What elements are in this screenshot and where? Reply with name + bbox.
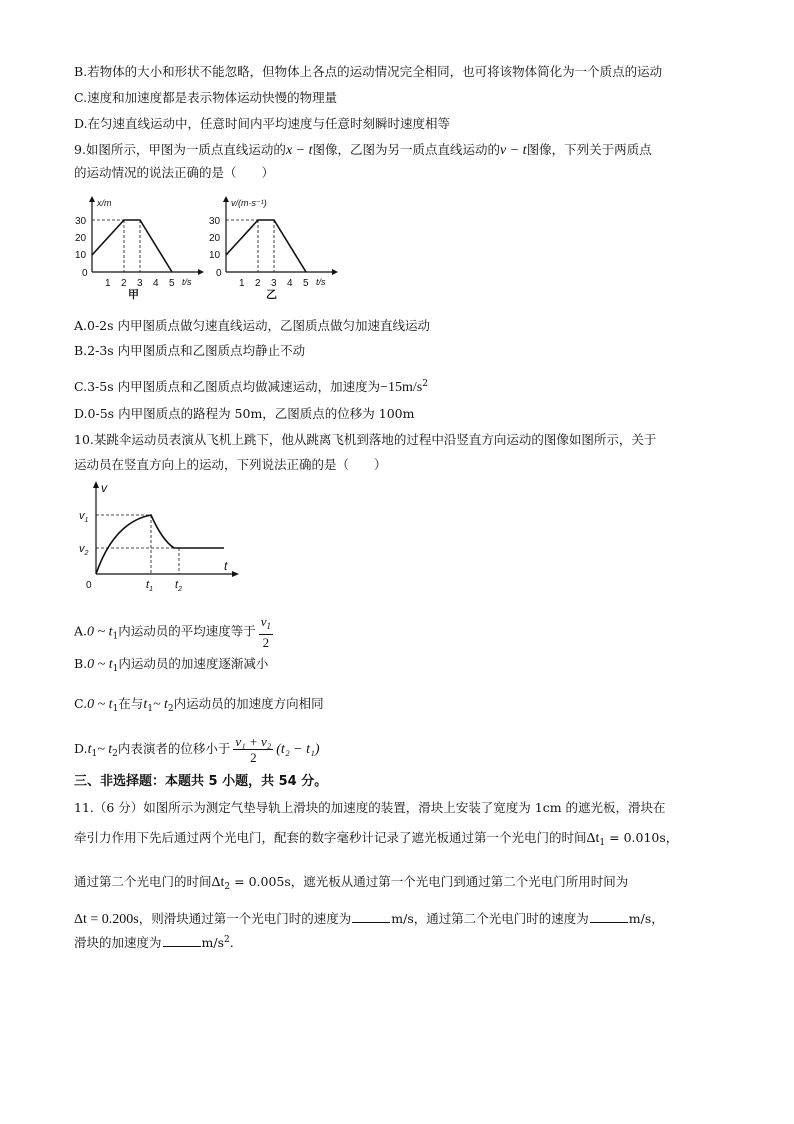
q10-v2-label: $v_2$ <box>79 543 89 557</box>
q10-graph-curve <box>96 515 224 574</box>
jia-xtick-2: 2 <box>121 278 127 289</box>
jia-ytick-0: 0 <box>82 268 88 279</box>
yi-ytick-0: 0 <box>216 268 222 279</box>
yi-ytick-30: 30 <box>209 216 221 227</box>
jia-xtick-4: 4 <box>153 278 159 289</box>
q10-origin: 0 <box>86 580 92 591</box>
yi-caption: 乙 <box>266 289 277 301</box>
jia-caption: 甲 <box>128 289 139 301</box>
q10-option-d-fraction: $\frac{\text{v₁ + v₂}}{2}$ <box>235 734 272 765</box>
q9-option-c: C.3-5s 内甲图质点和乙图质点均做减速运动，加速度为$-15m/s^2$ <box>74 379 428 395</box>
yi-xtick-1: 1 <box>239 278 245 289</box>
q9-figure-jia <box>70 192 210 302</box>
q11-answer-blank-2[interactable] <box>590 910 628 923</box>
q9-stem-line1: 9.如图所示，甲图为一质点直线运动的x − t图像，乙图为另一质点直线运动的v − t图像，下列关于两质点 <box>74 142 652 158</box>
q9-option-d: D.0-5s 内甲图质点的路程为 50m，乙图质点的位移为 100m <box>74 406 415 421</box>
q11-answer-blank-1[interactable] <box>352 910 390 923</box>
jia-xtick-5: 5 <box>169 278 175 289</box>
jia-ytick-30: 30 <box>75 216 87 227</box>
q10-option-a: A.0 ~ $t_1$内运动员的平均速度等于 $\frac{v_1}{2}$ <box>74 614 272 650</box>
section-3-title: 三、非选择题：本题共 5 小题，共 54 分。 <box>74 774 328 789</box>
q11-line4: Δt = 0.200s，则滑块通过第一个光电门时的速度为 m/s，通过第二个光电门时的速度为 m/s， <box>74 911 664 927</box>
yi-xtick-4: 4 <box>287 278 293 289</box>
q9-stem-line2: 的运动情况的说法正确的是（ ） <box>74 165 275 180</box>
jia-xlabel: t/s <box>182 277 192 287</box>
q8-option-d: D.在匀速直线运动中，任意时间内平均速度与任意时刻瞬时速度相等 <box>74 116 451 131</box>
q10-t1-label: $t_1$ <box>146 579 153 593</box>
yi-ylabel: v/(m·s⁻¹) <box>231 198 267 208</box>
q9-option-a: A.0-2s 内甲图质点做匀速直线运动，乙图质点做匀加速直线运动 <box>74 318 431 333</box>
jia-ylabel: x/m <box>97 198 112 208</box>
q10-option-b: B.0 ~ $t_1$内运动员的加速度逐渐减小 <box>74 656 269 674</box>
jia-ytick-10: 10 <box>75 250 87 261</box>
jia-graph-line <box>92 220 172 272</box>
q10-t2-label: $t_2$ <box>175 579 182 593</box>
yi-ytick-10: 10 <box>209 250 221 261</box>
q11-line2: 牵引力作用下先后通过两个光电门，配套的数字毫秒计记录了遮光板通过第一个光电门的时间$\Delta t_1 = 0.010s$， <box>74 830 679 848</box>
q9-figure-yi <box>204 192 344 302</box>
q11-line3: 通过第二个光电门的时间$\Delta t_2 = 0.005s$，遮光板从通过第一个光电门到通过第二个光电门所用时间为 <box>74 874 629 892</box>
q10-option-c: C.0 ~ $t_1$在与$t_1\sim$ $t_2$内运动员的加速度方向相同 <box>74 696 324 714</box>
q10-v1-label: $v_1$ <box>79 510 89 524</box>
q8-option-b: B.若物体的大小和形状不能忽略，但物体上各点的运动情况完全相同，也可将该物体简化为一个质点的运动 <box>74 64 663 79</box>
yi-xtick-3: 3 <box>271 278 277 289</box>
jia-xtick-1: 1 <box>105 278 111 289</box>
q10-xlabel: t <box>224 559 228 573</box>
q10-figure <box>74 478 244 600</box>
jia-xtick-3: 3 <box>137 278 143 289</box>
q11-answer-blank-3[interactable] <box>163 934 201 947</box>
yi-ytick-20: 20 <box>209 233 221 244</box>
yi-graph-line <box>226 220 306 272</box>
q10-option-d: $D.t_1\sim$ $t_2$内表演者的位移小于 $\frac{\text{v₁ + v₂}}{2}$ (t₂ − t₁) <box>74 734 320 765</box>
jia-ytick-20: 20 <box>75 233 87 244</box>
q11-line5: 滑块的加速度为 $m/s^2$. <box>74 935 234 950</box>
q10-ylabel: v <box>101 481 107 495</box>
q11-line1: 11.（6 分）如图所示为测定气垫导轨上滑块的加速度的装置，滑块上安装了宽度为 1cm 的遮光板，滑块在 <box>74 800 666 815</box>
q9-option-b: B.2-3s 内甲图质点和乙图质点均静止不动 <box>74 343 306 358</box>
q10-stem-line1: 10.某跳伞运动员表演从飞机上跳下，他从跳离飞机到落地的过程中沿竖直方向运动的图像如图所示，关于 <box>74 432 657 447</box>
q10-option-a-fraction: $\frac{v_1}{2}$ <box>260 614 272 650</box>
yi-xlabel: t/s <box>316 277 326 287</box>
yi-xtick-2: 2 <box>255 278 261 289</box>
q8-option-c: C.速度和加速度都是表示物体运动快慢的物理量 <box>74 90 338 105</box>
yi-xtick-5: 5 <box>303 278 309 289</box>
q10-stem-line2: 运动员在竖直方向上的运动，下列说法正确的是（ ） <box>74 457 387 472</box>
